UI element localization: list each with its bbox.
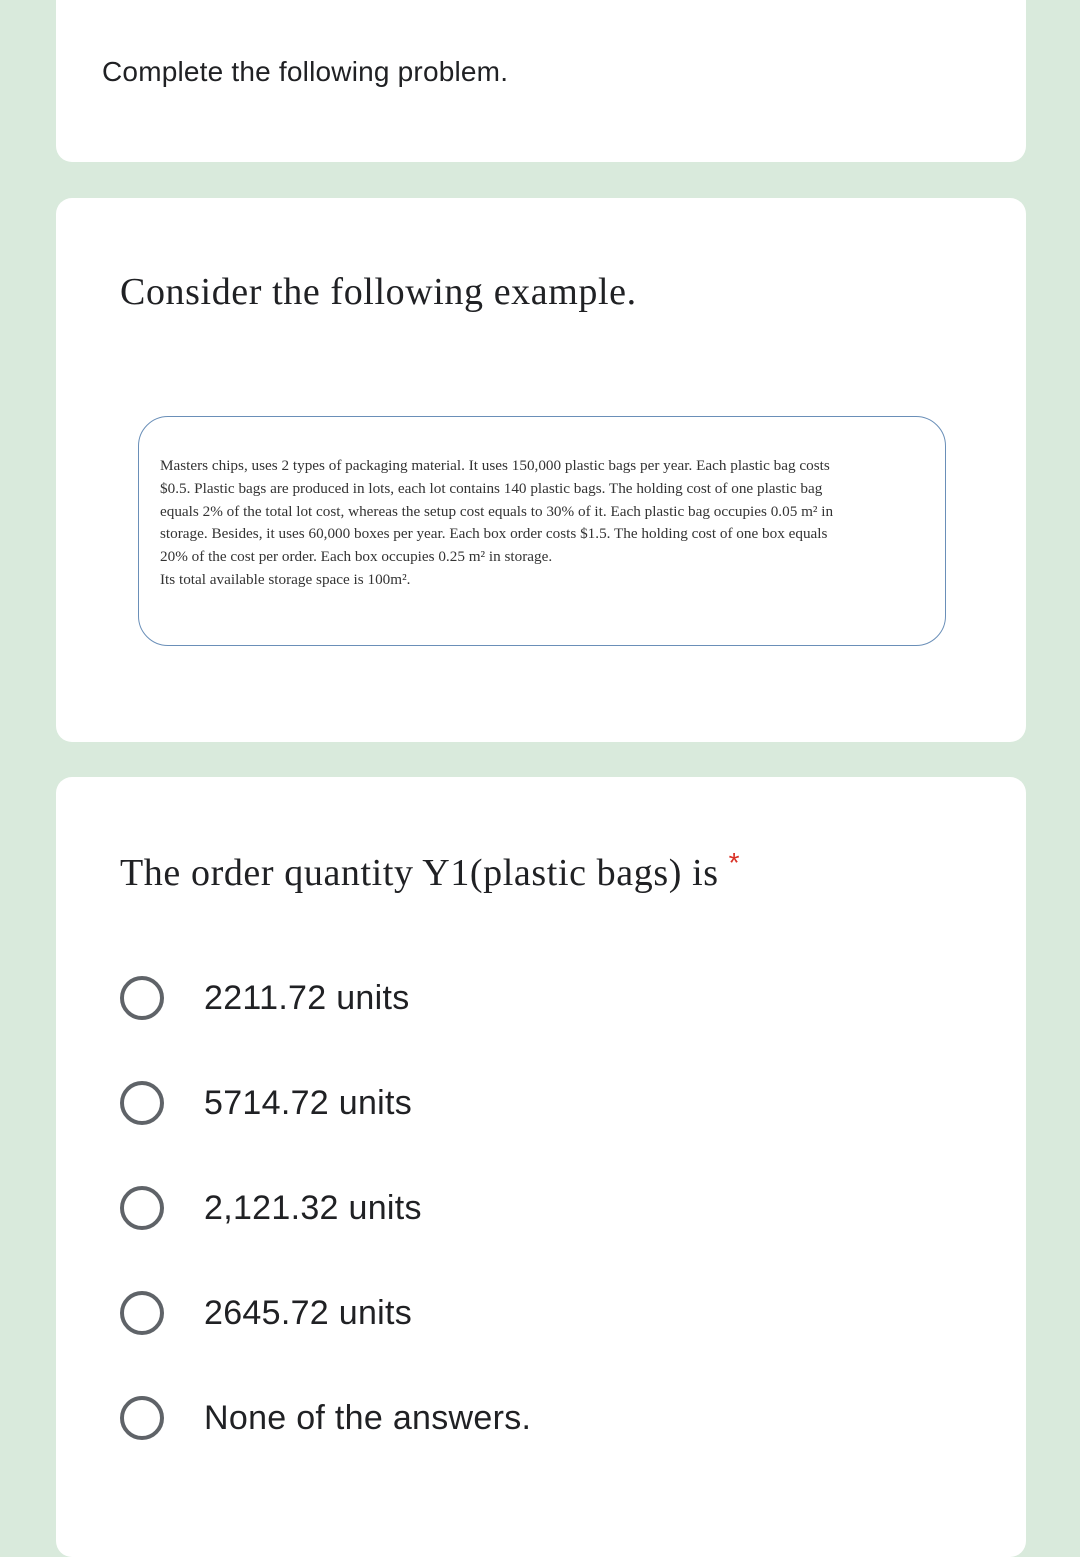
option-label: 2,121.32 units: [204, 1188, 422, 1227]
question-text: The order quantity Y1(plastic bags) is: [120, 852, 719, 894]
problem-line: 20% of the cost per order. Each box occupies 0.25 m² in storage.: [160, 548, 553, 566]
example-title: Consider the following example.: [120, 271, 637, 313]
required-asterisk: *: [728, 847, 741, 878]
question-title: [120, 847, 741, 895]
intro-text: Complete the following problem.: [102, 56, 509, 87]
option-label: 5714.72 units: [204, 1083, 413, 1122]
problem-line: storage. Besides, it uses 60,000 boxes per year. Each box order costs $1.5. The holding cost of one box equals: [160, 525, 828, 543]
option-2[interactable]: [120, 1077, 412, 1129]
radio-button-icon[interactable]: [120, 1291, 164, 1335]
problem-statement-image: [138, 416, 946, 646]
radio-button-icon[interactable]: [120, 1396, 164, 1440]
problem-line: Its total available storage space is 100m².: [160, 570, 411, 588]
option-1[interactable]: [120, 972, 410, 1024]
option-label: 2211.72 units: [204, 978, 410, 1017]
option-4[interactable]: [120, 1287, 412, 1339]
option-5[interactable]: [120, 1392, 531, 1444]
example-card: [56, 198, 1026, 742]
radio-button-icon[interactable]: [120, 976, 164, 1020]
problem-line: $0.5. Plastic bags are produced in lots, each lot contains 140 plastic bags. The holding cost of one plastic bag: [160, 479, 823, 497]
radio-button-icon[interactable]: [120, 1081, 164, 1125]
radio-button-icon[interactable]: [120, 1186, 164, 1230]
problem-line: Masters chips, uses 2 types of packaging material. It uses 150,000 plastic bags per year. Each plastic bag costs: [160, 457, 830, 474]
option-label: 2645.72 units: [204, 1293, 413, 1332]
option-label: None of the answers.: [204, 1398, 532, 1437]
question-card: [56, 777, 1026, 1557]
option-3[interactable]: [120, 1182, 422, 1234]
intro-card: [56, 0, 1026, 162]
problem-line: equals 2% of the total lot cost, whereas the setup cost equals to 30% of it. Each plastic bag occupies 0.05 m² in: [160, 502, 834, 520]
